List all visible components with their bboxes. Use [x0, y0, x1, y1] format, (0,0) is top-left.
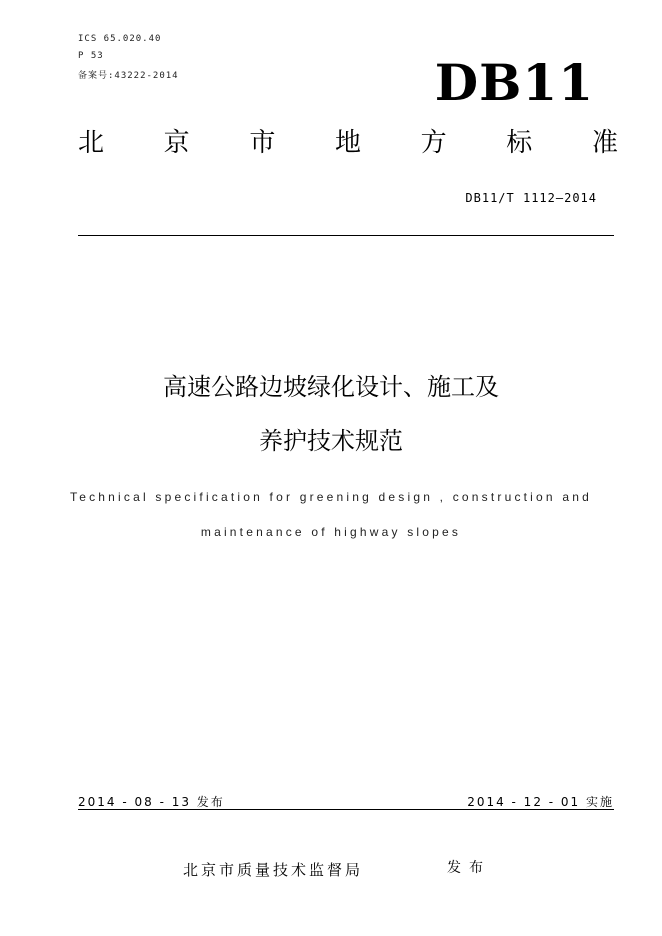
- db11-logo: DB11: [434, 53, 594, 112]
- header-char: 方: [420, 128, 447, 158]
- header-char: 北: [78, 128, 105, 158]
- classification-code: P 53: [78, 51, 104, 61]
- standard-type-header: [78, 128, 618, 159]
- record-number: 备案号:43222-2014: [78, 71, 179, 81]
- standard-number: DB11/T 1112—2014: [465, 191, 597, 205]
- header-char: 地: [334, 128, 361, 158]
- bottom-divider: [78, 809, 614, 810]
- header-char: 市: [249, 128, 276, 158]
- header-char: 准: [591, 128, 618, 158]
- effective-date: 2014 - 12 - 01 实施: [467, 795, 614, 809]
- issuing-authority: 北京市质量技术监督局: [183, 861, 364, 879]
- header-char: 标: [506, 128, 533, 158]
- issue-date: 2014 - 08 - 13 发布: [78, 795, 225, 809]
- english-title-line-2: maintenance of highway slopes: [200, 525, 462, 539]
- publish-label: 发布: [447, 860, 491, 876]
- document-title-line-1: 高速公路边坡绿化设计、施工及: [163, 373, 499, 401]
- document-title-line-2: 养护技术规范: [259, 427, 403, 455]
- ics-code: ICS 65.020.40: [78, 34, 162, 44]
- header-char: 京: [163, 128, 190, 158]
- english-title-line-1: Technical specification for greening design , construction and: [70, 490, 592, 504]
- top-divider: [78, 235, 614, 236]
